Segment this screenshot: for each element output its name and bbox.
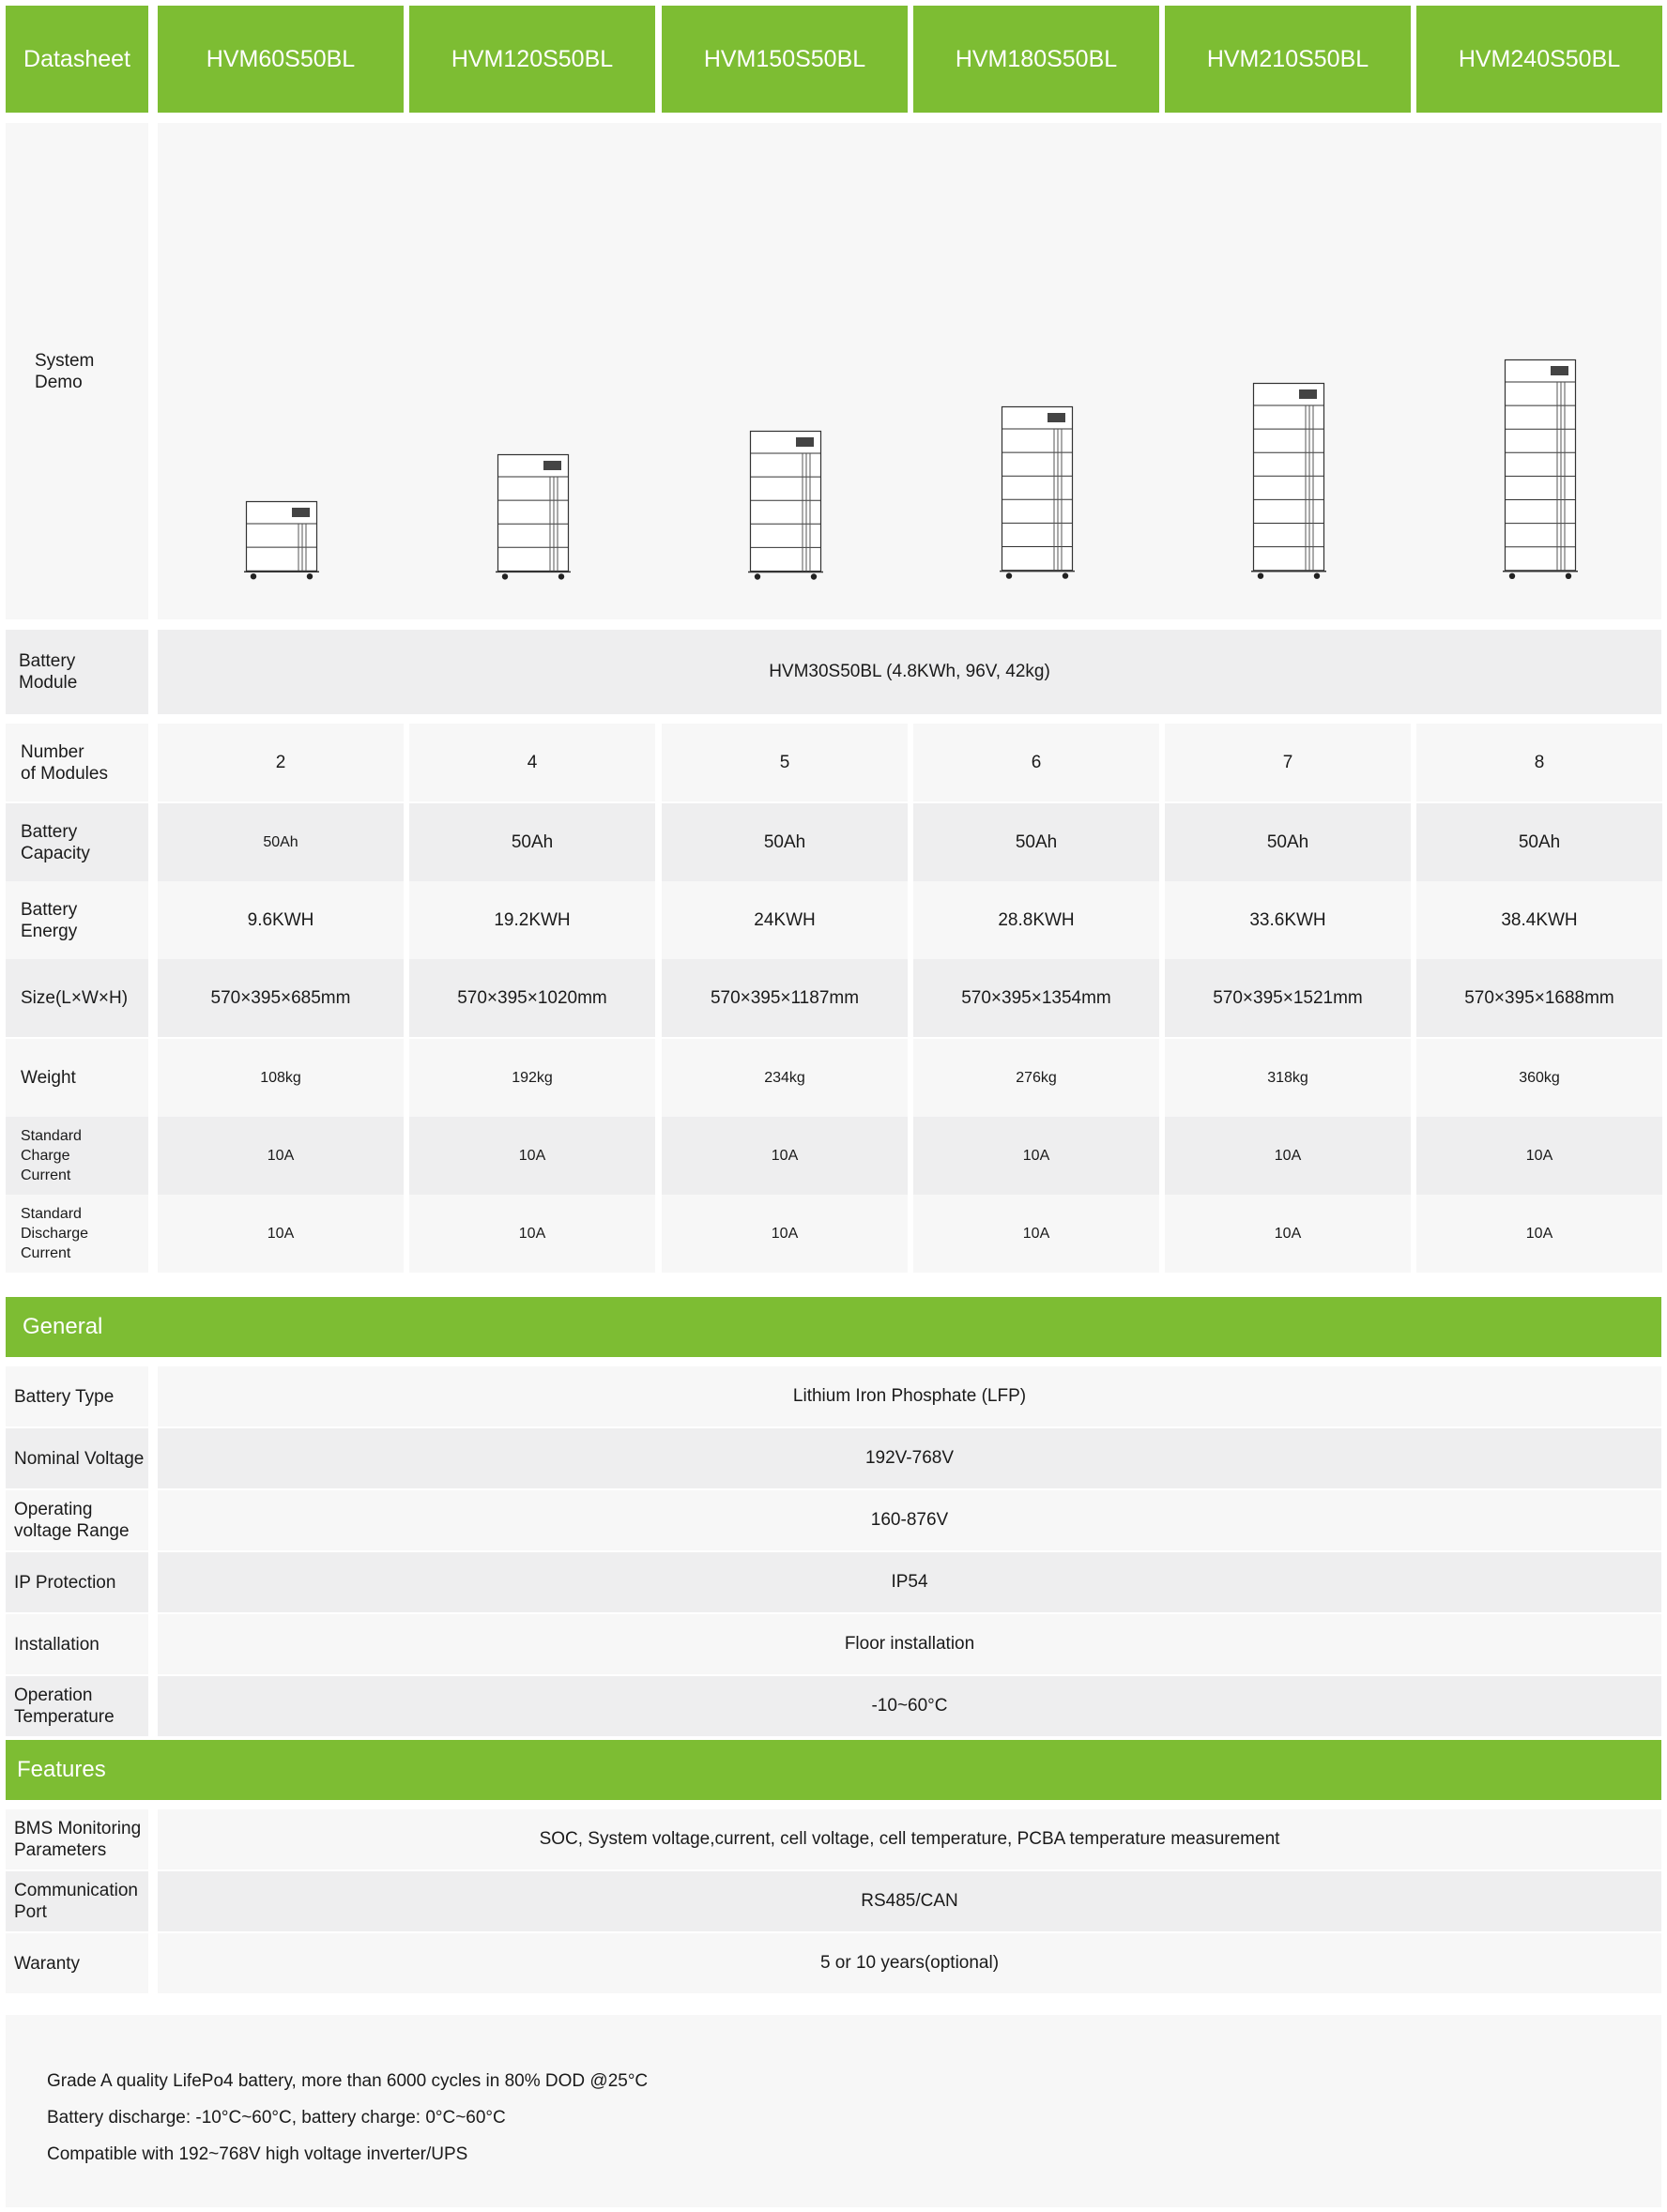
note-line: Grade A quality LifePo4 battery, more than 6000 cycles in 80% DOD @25°C [47, 2071, 649, 2091]
spec-row-label: Standard Charge Current [6, 1117, 148, 1195]
features-row-label: BMS Monitoring Parameters [6, 1809, 148, 1869]
features-row-value: RS485/CAN [158, 1871, 1661, 1931]
general-row-label: Installation [6, 1614, 148, 1674]
spec-cell: 276kg [913, 1039, 1159, 1117]
general-row-label: IP Protection [6, 1552, 148, 1612]
spec-cell: 50Ah [1416, 803, 1662, 881]
battery-module-label: Battery Module [6, 630, 148, 714]
general-row-label: Battery Type [6, 1366, 148, 1426]
spec-cell: 9.6KWH [158, 881, 404, 959]
spec-cell: 10A [913, 1117, 1159, 1195]
spec-cell: 50Ah [158, 803, 404, 881]
features-row-value: 5 or 10 years(optional) [158, 1933, 1661, 1993]
spec-cell: 6 [913, 724, 1159, 801]
general-row-value: Lithium Iron Phosphate (LFP) [158, 1366, 1661, 1426]
spec-cell: 570×395×1521mm [1165, 959, 1411, 1037]
model-header: HVM120S50BL [409, 6, 655, 113]
spec-cell: 24KWH [662, 881, 908, 959]
general-row-value: IP54 [158, 1552, 1661, 1612]
features-row-label: Waranty [6, 1933, 148, 1993]
spec-cell: 50Ah [1165, 803, 1411, 881]
general-row-label: Operation Temperature [6, 1676, 148, 1736]
spec-cell: 5 [662, 724, 908, 801]
general-row-value: Floor installation [158, 1614, 1661, 1674]
features-section-header: Features [6, 1740, 1661, 1800]
spec-cell: 8 [1416, 724, 1662, 801]
spec-cell: 234kg [662, 1039, 908, 1117]
spec-cell: 10A [1416, 1117, 1662, 1195]
spec-cell: 570×395×1354mm [913, 959, 1159, 1037]
features-row-label: Communication Port [6, 1871, 148, 1931]
battery-cabinet-illustration [493, 454, 574, 582]
spec-cell: 192kg [409, 1039, 655, 1117]
note-line: Battery discharge: -10°C~60°C, battery charge: 0°C~60°C [47, 2108, 506, 2128]
battery-cabinet-illustration [997, 406, 1078, 582]
features-row-value: SOC, System voltage,current, cell voltage, cell temperature, PCBA temperature measurement [158, 1809, 1661, 1869]
spec-cell: 10A [1165, 1195, 1411, 1273]
general-row-value: 192V-768V [158, 1428, 1661, 1488]
model-header: HVM240S50BL [1416, 6, 1662, 113]
general-row-label: Operating voltage Range [6, 1490, 148, 1550]
spec-row-label: Battery Capacity [6, 803, 148, 881]
datasheet-header: Datasheet [6, 6, 148, 113]
spec-cell: 570×395×1020mm [409, 959, 655, 1037]
battery-cabinet-illustration [1500, 359, 1581, 582]
spec-cell: 10A [662, 1117, 908, 1195]
general-row-label: Nominal Voltage [6, 1428, 148, 1488]
model-header: HVM150S50BL [662, 6, 908, 113]
spec-cell: 10A [409, 1195, 655, 1273]
spec-cell: 2 [158, 724, 404, 801]
spec-cell: 10A [158, 1117, 404, 1195]
system-demo-label: System Demo [6, 123, 148, 619]
spec-cell: 28.8KWH [913, 881, 1159, 959]
spec-cell: 38.4KWH [1416, 881, 1662, 959]
spec-cell: 50Ah [913, 803, 1159, 881]
model-header: HVM210S50BL [1165, 6, 1411, 113]
spec-cell: 50Ah [409, 803, 655, 881]
spec-row-label: Size(L×W×H) [6, 959, 148, 1037]
spec-cell: 108kg [158, 1039, 404, 1117]
spec-cell: 50Ah [662, 803, 908, 881]
general-row-value: -10~60°C [158, 1676, 1661, 1736]
spec-cell: 10A [913, 1195, 1159, 1273]
model-header: HVM60S50BL [158, 6, 404, 113]
spec-cell: 10A [1165, 1117, 1411, 1195]
model-header: HVM180S50BL [913, 6, 1159, 113]
spec-cell: 10A [409, 1117, 655, 1195]
spec-row-label: Number of Modules [6, 724, 148, 801]
battery-cabinet-illustration [745, 431, 826, 583]
spec-cell: 10A [158, 1195, 404, 1273]
spec-cell: 570×395×1688mm [1416, 959, 1662, 1037]
spec-cell: 570×395×685mm [158, 959, 404, 1037]
battery-module-value: HVM30S50BL (4.8KWh, 96V, 42kg) [158, 630, 1661, 714]
spec-row-label: Weight [6, 1039, 148, 1117]
general-row-value: 160-876V [158, 1490, 1661, 1550]
battery-cabinet-illustration [1248, 383, 1329, 582]
system-demo-area [158, 123, 1661, 619]
spec-cell: 19.2KWH [409, 881, 655, 959]
battery-cabinet-illustration [241, 501, 322, 582]
spec-cell: 570×395×1187mm [662, 959, 908, 1037]
spec-cell: 33.6KWH [1165, 881, 1411, 959]
general-section-header: General [6, 1297, 1661, 1357]
spec-cell: 10A [1416, 1195, 1662, 1273]
spec-row-label: Standard Discharge Current [6, 1195, 148, 1273]
spec-cell: 7 [1165, 724, 1411, 801]
spec-cell: 4 [409, 724, 655, 801]
spec-cell: 360kg [1416, 1039, 1662, 1117]
spec-cell: 10A [662, 1195, 908, 1273]
note-line: Compatible with 192~768V high voltage inverter/UPS [47, 2144, 468, 2164]
spec-cell: 318kg [1165, 1039, 1411, 1117]
spec-row-label: Battery Energy [6, 881, 148, 959]
notes-panel [6, 2015, 1661, 2207]
